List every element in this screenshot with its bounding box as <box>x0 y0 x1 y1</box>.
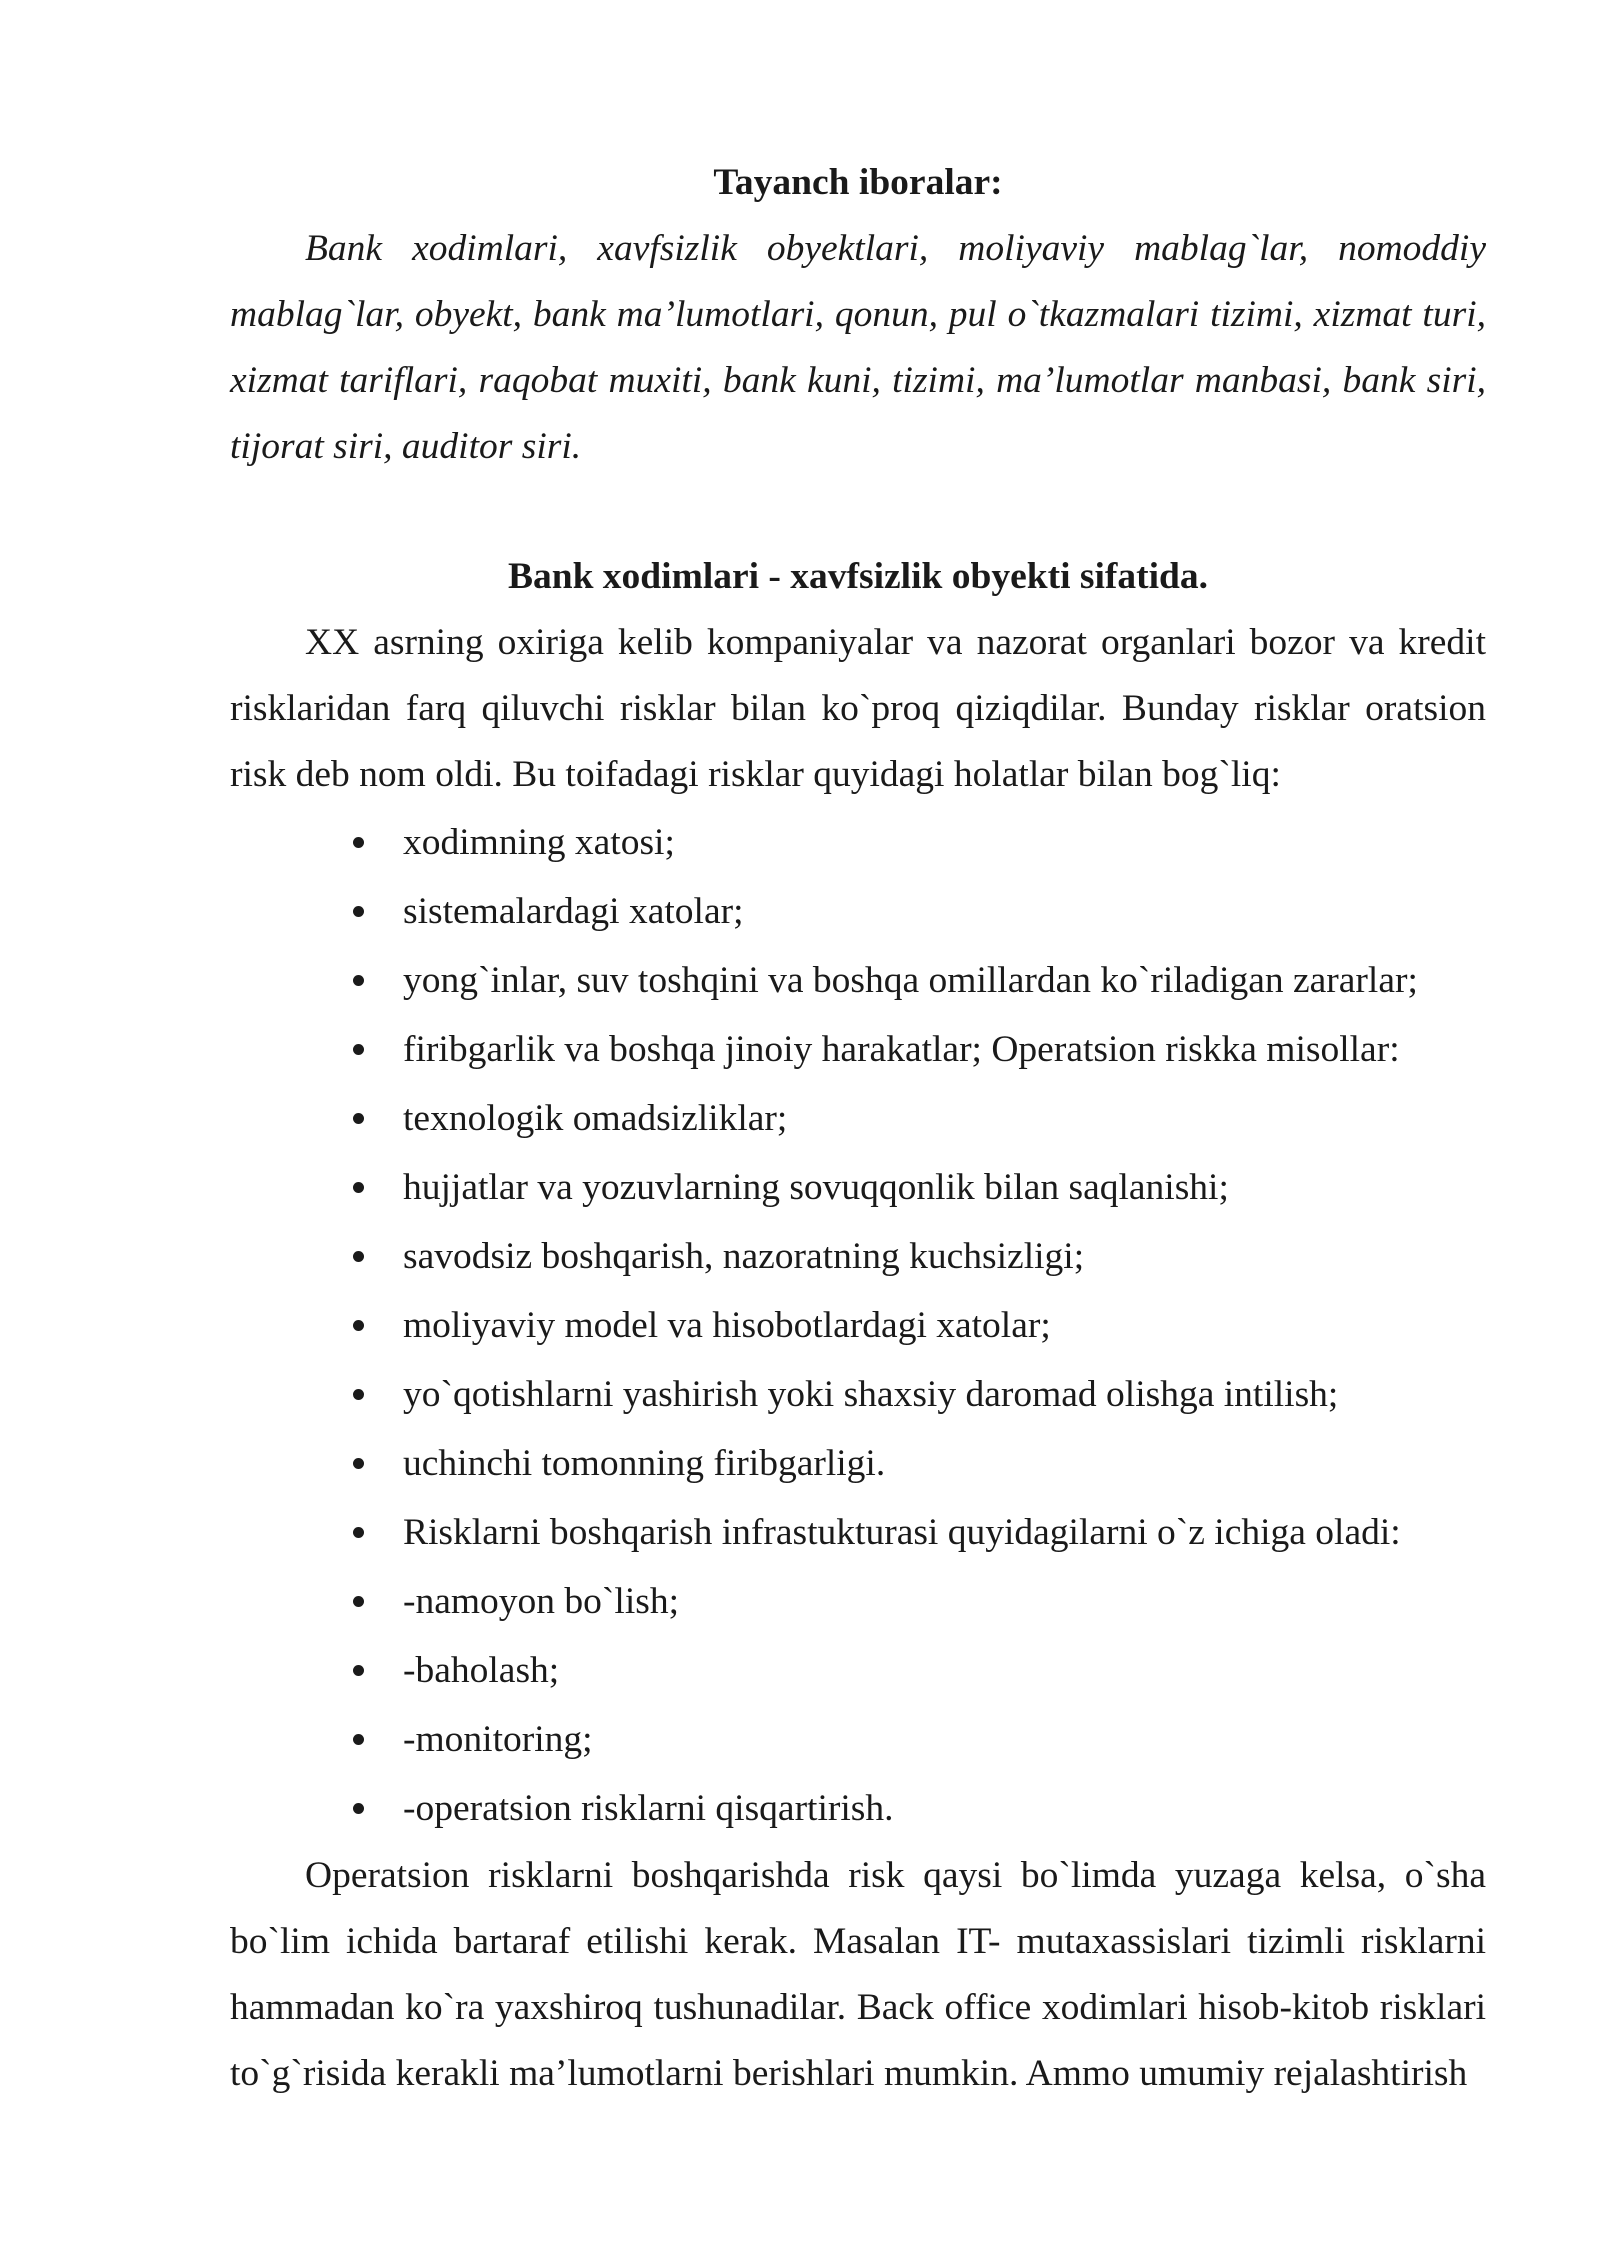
list-item-text: yong`inlar, suv toshqini va boshqa omillardan ko`riladigan zararlar; <box>403 960 1418 1001</box>
list-item-text: yo`qotishlarni yashirish yoki shaxsiy daromad olishga intilish; <box>403 1374 1339 1415</box>
list-item <box>353 808 1486 877</box>
bullet-dot-icon <box>353 1113 364 1124</box>
list-item <box>353 946 1486 1015</box>
list-item-text: savodsiz boshqarish, nazoratning kuchsizligi; <box>403 1236 1085 1277</box>
list-item <box>353 1015 1486 1084</box>
bullet-dot-icon <box>353 1734 364 1745</box>
list-item <box>353 1429 1486 1498</box>
list-item <box>353 1636 1486 1705</box>
list-item-text: uchinchi tomonning firibgarligi. <box>403 1443 886 1484</box>
keywords-paragraph: Bank xodimlari, xavfsizlik obyektlari, moliyaviy mablag`lar, nomoddiy mablag`lar, obyekt, bank ma’lumotlari, qonun, pul o`tkazmalari tizimi, xizmat turi, xizmat tariflari, raqobat muxiti, bank kuni, tizimi, ma’lumotlar manbasi, bank siri, tijorat siri, auditor siri. <box>230 228 1486 467</box>
list-item-text: texnologik omadsizliklar; <box>403 1098 788 1139</box>
bullet-dot-icon <box>353 1458 364 1469</box>
closing-paragraph: Operatsion risklarni boshqarishda risk qaysi bo`limda yuzaga kelsa, o`sha bo`lim ichida bartaraf etilishi kerak. Masalan IT- mutaxassislari tizimli risklarni hammadan ko`ra yaxshiroq tushunadilar. Back office xodimlari hisob-kitob risklari to`g`risida kerakli ma’lumotlarni berishlari mumkin. Ammo umumiy rejalashtirish <box>230 1855 1486 2094</box>
list-item-text: -namoyon bo`lish; <box>403 1581 680 1622</box>
spacer <box>230 480 1486 544</box>
list-item-text: -operatsion risklarni qisqartirish. <box>403 1788 894 1829</box>
bullet-dot-icon <box>353 1527 364 1538</box>
list-item-text: -baholash; <box>403 1650 560 1691</box>
list-item <box>353 1498 1486 1567</box>
list-item-text: sistemalardagi xatolar; <box>403 891 744 932</box>
intro-paragraph: XX asrning oxiriga kelib kompaniyalar va nazorat organlari bozor va kredit risklaridan farq qiluvchi risklar bilan ko`proq qiziqdilar. Bunday risklar oratsion risk deb nom oldi. Bu toifadagi risklar quyidagi holatlar bilan bog`liq: <box>230 622 1486 795</box>
bullet-dot-icon <box>353 1182 364 1193</box>
list-item <box>353 1705 1486 1774</box>
bullet-dot-icon <box>353 1320 364 1331</box>
bullet-dot-icon <box>353 1044 364 1055</box>
list-item <box>353 1360 1486 1429</box>
list-item-text: firibgarlik va boshqa jinoiy harakatlar; Operatsion riskka misollar: <box>403 1029 1400 1070</box>
bullet-dot-icon <box>353 1596 364 1607</box>
bullet-dot-icon <box>353 975 364 986</box>
list-item-text: hujjatlar va yozuvlarning sovuqqonlik bilan saqlanishi; <box>403 1167 1229 1208</box>
list-item-text: xodimning xatosi; <box>403 822 675 863</box>
list-item <box>353 1153 1486 1222</box>
keywords-heading: Tayanch iboralar: <box>713 162 1003 203</box>
list-item <box>353 1291 1486 1360</box>
list-item-text: -monitoring; <box>403 1719 593 1760</box>
list-item-text: Risklarni boshqarish infrastukturasi quyidagilarni o`z ichiga oladi: <box>403 1512 1401 1553</box>
bullet-dot-icon <box>353 837 364 848</box>
list-item <box>353 1084 1486 1153</box>
bullet-dot-icon <box>353 1251 364 1262</box>
bullet-dot-icon <box>353 1665 364 1676</box>
list-item <box>353 877 1486 946</box>
bullet-list <box>230 808 1486 1843</box>
page-content <box>230 150 1486 2107</box>
bullet-dot-icon <box>353 1803 364 1814</box>
bullet-dot-icon <box>353 1389 364 1400</box>
bullet-dot-icon <box>353 906 364 917</box>
list-item <box>353 1774 1486 1843</box>
list-item <box>353 1222 1486 1291</box>
list-item <box>353 1567 1486 1636</box>
section-title: Bank xodimlari - xavfsizlik obyekti sifatida. <box>507 556 1209 597</box>
list-item-text: moliyaviy model va hisobotlardagi xatolar; <box>403 1305 1051 1346</box>
